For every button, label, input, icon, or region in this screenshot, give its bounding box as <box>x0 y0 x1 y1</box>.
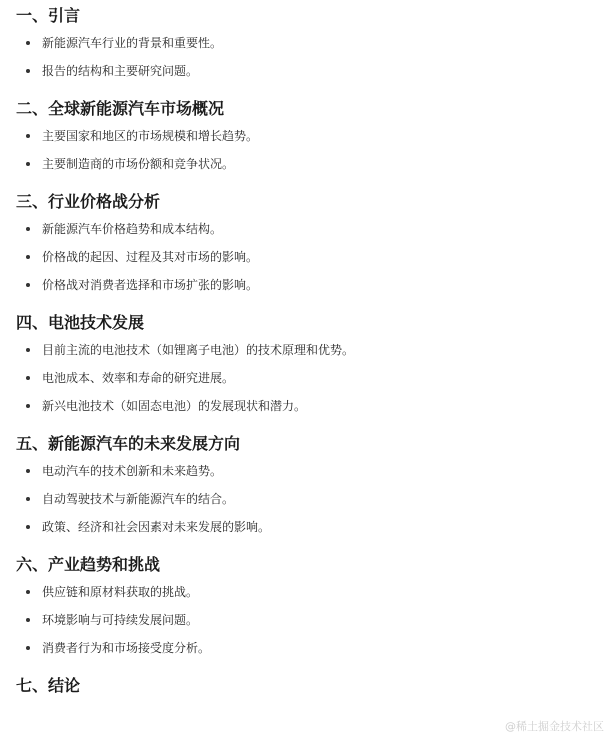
list-item <box>16 221 612 237</box>
bullet-icon <box>26 618 30 622</box>
list-item <box>16 342 612 358</box>
list-item-text: 自动驾驶技术与新能源汽车的结合。 <box>42 492 235 506</box>
list-item <box>16 519 612 535</box>
bullet-icon <box>26 134 30 138</box>
list-item <box>16 584 612 600</box>
bullet-list <box>16 463 612 535</box>
section-title: 四、电池技术发展 <box>16 313 145 332</box>
bullet-list <box>16 128 612 172</box>
list-item-text: 政策、经济和社会因素对未来发展的影响。 <box>42 520 271 534</box>
list-item-text: 主要国家和地区的市场规模和增长趋势。 <box>42 129 259 143</box>
watermark: @稀土掘金技术社区 <box>505 720 604 733</box>
bullet-icon <box>26 646 30 650</box>
list-item <box>16 612 612 628</box>
list-item <box>16 277 612 293</box>
list-item-text: 价格战的起因、过程及其对市场的影响。 <box>42 250 259 264</box>
bullet-icon <box>26 255 30 259</box>
list-item-text: 供应链和原材料获取的挑战。 <box>42 585 199 599</box>
list-item <box>16 640 612 656</box>
list-item <box>16 370 612 386</box>
bullet-icon <box>26 41 30 45</box>
bullet-icon <box>26 497 30 501</box>
list-item-text: 电池成本、效率和寿命的研究进展。 <box>42 371 235 385</box>
list-item-text: 价格战对消费者选择和市场扩张的影响。 <box>42 278 259 292</box>
bullet-list <box>16 584 612 656</box>
bullet-icon <box>26 590 30 594</box>
list-item <box>16 35 612 51</box>
bullet-icon <box>26 525 30 529</box>
bullet-list <box>16 35 612 79</box>
bullet-icon <box>26 348 30 352</box>
list-item-text: 新能源汽车价格趋势和成本结构。 <box>42 222 223 236</box>
list-item <box>16 463 612 479</box>
section-title: 二、全球新能源汽车市场概况 <box>16 99 225 118</box>
bullet-icon <box>26 404 30 408</box>
bullet-icon <box>26 227 30 231</box>
list-item <box>16 156 612 172</box>
list-item-text: 报告的结构和主要研究问题。 <box>42 64 199 78</box>
bullet-icon <box>26 376 30 380</box>
list-item <box>16 491 612 507</box>
bullet-icon <box>26 283 30 287</box>
list-item <box>16 249 612 265</box>
section-title: 五、新能源汽车的未来发展方向 <box>16 434 241 453</box>
bullet-list <box>16 221 612 293</box>
section-title: 七、结论 <box>16 676 81 695</box>
bullet-icon <box>26 162 30 166</box>
list-item-text: 新能源汽车行业的背景和重要性。 <box>42 36 223 50</box>
list-item-text: 电动汽车的技术创新和未来趋势。 <box>42 464 223 478</box>
list-item-text: 目前主流的电池技术（如锂离子电池）的技术原理和优势。 <box>42 343 355 357</box>
list-item <box>16 63 612 79</box>
list-item <box>16 128 612 144</box>
bullet-list <box>16 342 612 414</box>
list-item-text: 新兴电池技术（如固态电池）的发展现状和潜力。 <box>42 399 307 413</box>
section-title: 三、行业价格战分析 <box>16 192 161 211</box>
bullet-icon <box>26 469 30 473</box>
bullet-icon <box>26 69 30 73</box>
list-item-text: 主要制造商的市场份额和竞争状况。 <box>42 157 235 171</box>
section-title: 六、产业趋势和挑战 <box>16 555 161 574</box>
list-item-text: 消费者行为和市场接受度分析。 <box>42 641 211 655</box>
list-item-text: 环境影响与可持续发展问题。 <box>42 613 199 627</box>
section-title: 一、引言 <box>16 6 81 25</box>
list-item <box>16 398 612 414</box>
